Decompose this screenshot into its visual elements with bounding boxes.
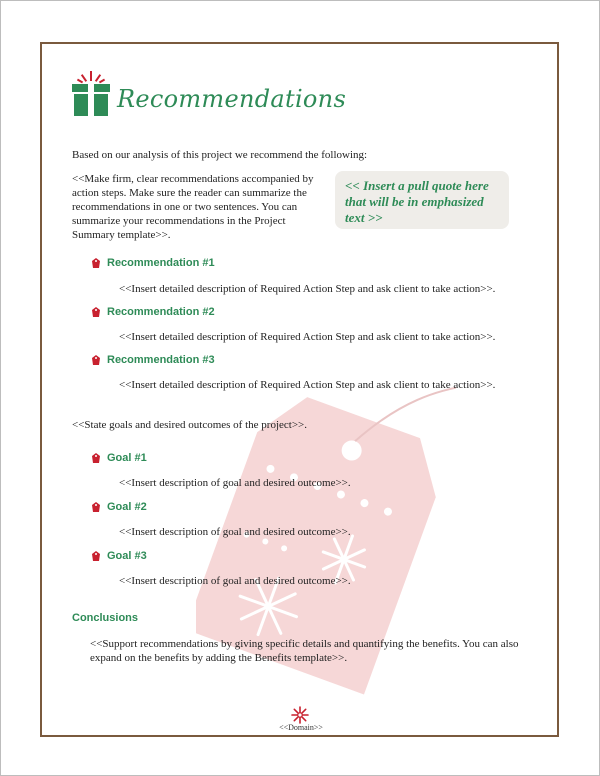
recommendation-detail: <<Insert detailed description of Required Action Step and ask client to take action>>. bbox=[119, 331, 496, 343]
recommendation-heading: Recommendation #3 bbox=[107, 354, 215, 366]
footer-domain: <<Domain>> bbox=[279, 723, 323, 732]
goal-detail: <<Insert description of goal and desired outcome>>. bbox=[119, 477, 351, 489]
pull-quote: << Insert a pull quote here that will be in emphasized text >> bbox=[335, 171, 509, 229]
recommendation-detail: <<Insert detailed description of Required Action Step and ask client to take action>>. bbox=[119, 379, 496, 391]
goal-heading: Goal #1 bbox=[107, 452, 147, 464]
goal-detail: <<Insert description of goal and desired outcome>>. bbox=[119, 575, 351, 587]
recommendation-heading: Recommendation #1 bbox=[107, 257, 215, 269]
recommendation-detail: <<Insert detailed description of Required Action Step and ask client to take action>>. bbox=[119, 283, 496, 295]
gift-box-icon bbox=[71, 71, 111, 117]
snowflake-icon bbox=[291, 706, 309, 724]
lead-paragraph: <<Make firm, clear recommendations accompanied by action steps. Make sure the reader can summarize the recommendations in one or two sentences. You can summarize your recommendations in the Project Summary template>>. bbox=[72, 173, 314, 241]
conclusions-text: <<Support recommendations by giving specific details and quantifying the benefits. You can also expand on the benefits by adding the Benefits template>>. bbox=[90, 638, 519, 664]
tag-bullet-icon bbox=[91, 258, 100, 268]
recommendation-heading: Recommendation #2 bbox=[107, 306, 215, 318]
tag-bullet-icon bbox=[91, 307, 100, 317]
tag-bullet-icon bbox=[91, 355, 100, 365]
tag-bullet-icon bbox=[91, 551, 100, 561]
goal-heading: Goal #3 bbox=[107, 550, 147, 562]
goal-heading: Goal #2 bbox=[107, 501, 147, 513]
tag-bullet-icon bbox=[91, 502, 100, 512]
intro-text: Based on our analysis of this project we recommend the following: bbox=[72, 149, 368, 161]
goal-detail: <<Insert description of goal and desired outcome>>. bbox=[119, 526, 351, 538]
conclusions-heading: Conclusions bbox=[72, 612, 139, 624]
tag-bullet-icon bbox=[91, 453, 100, 463]
page-title: Recommendations bbox=[117, 85, 347, 113]
goals-intro: <<State goals and desired outcomes of the project>>. bbox=[72, 419, 307, 431]
